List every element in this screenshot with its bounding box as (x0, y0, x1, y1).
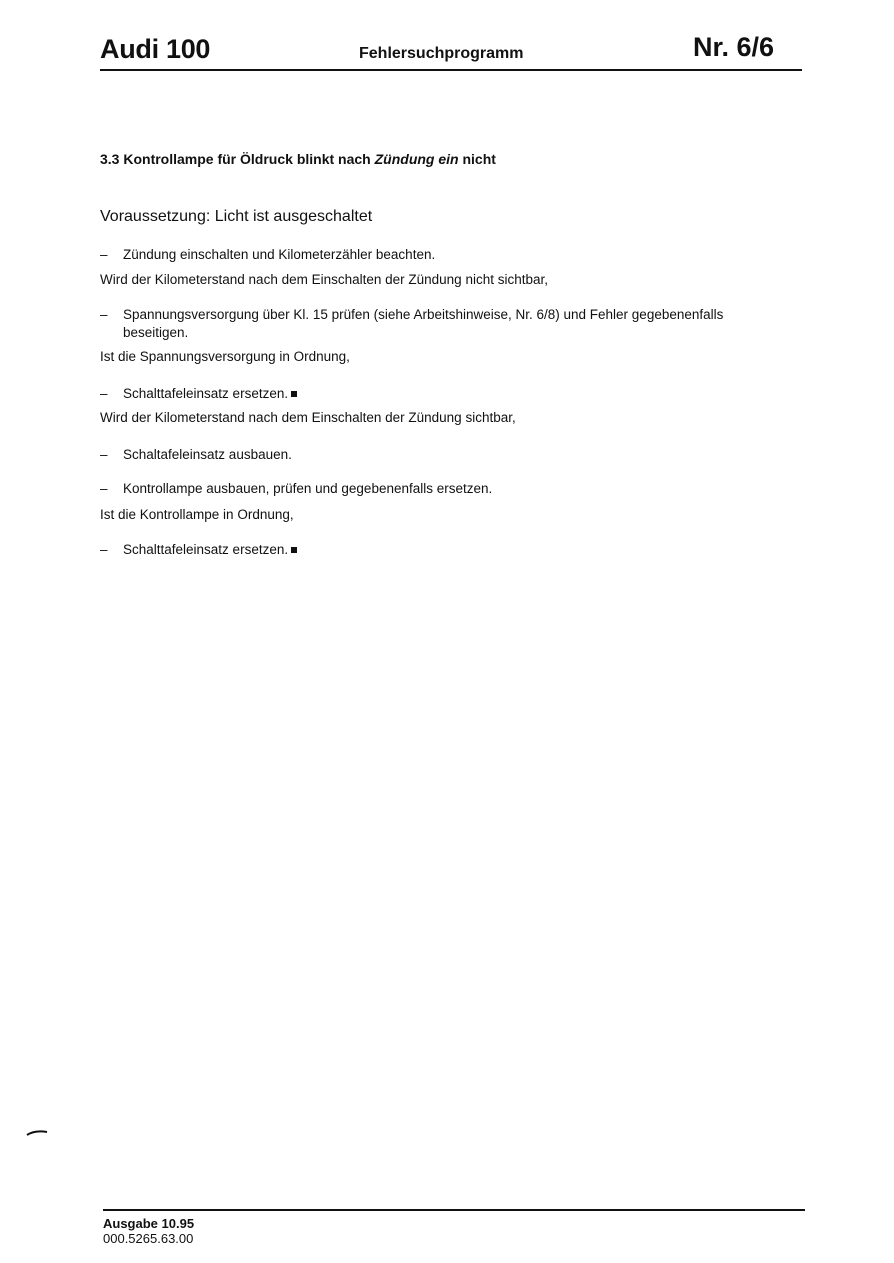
step-text: Spannungsversorgung über Kl. 15 prüfen (siehe Arbeitshinweise, Nr. 6/8) und Fehler gegebenenfalls beseitigen. (123, 307, 724, 340)
step-text: Zündung einschalten und Kilometerzähler beachten. (123, 247, 436, 262)
step-text: Kontrollampe ausbauen, prüfen und gegebenenfalls ersetzen. (123, 481, 493, 496)
step-dash: – (100, 247, 108, 262)
condition-text: Ist die Kontrollampe in Ordnung, (100, 507, 294, 522)
step-item (100, 246, 740, 264)
condition-text: Wird der Kilometerstand nach dem Einschalten der Zündung sichtbar, (100, 410, 516, 425)
step-dash: – (100, 307, 108, 322)
header-program-title: Fehlersuchprogramm (359, 45, 524, 62)
footer-part-number: 000.5265.63.00 (103, 1231, 194, 1246)
section-heading-tail: nicht (458, 151, 496, 167)
step-dash: – (100, 447, 108, 462)
step-dash: – (100, 386, 108, 401)
prerequisite-text: Voraussetzung: Licht ist ausgeschaltet (100, 208, 373, 225)
end-mark-icon (291, 391, 297, 397)
scan-mark-icon (26, 1130, 48, 1136)
footer-edition: Ausgabe 10.95 (103, 1216, 195, 1231)
condition-text: Wird der Kilometerstand nach dem Einschalten der Zündung nicht sichtbar, (100, 272, 548, 287)
step-text: Schalttafeleinsatz ersetzen. (123, 386, 289, 401)
step-text: Schaltafeleinsatz ausbauen. (123, 447, 292, 462)
header-model: Audi 100 (100, 34, 211, 64)
step-item (100, 385, 740, 403)
footer-divider (103, 1209, 805, 1211)
step-item (100, 446, 740, 464)
step-text: Schalttafeleinsatz ersetzen. (123, 542, 289, 557)
step-item (100, 306, 730, 342)
step-item (100, 480, 740, 498)
header-page-number: Nr. 6/6 (693, 32, 775, 62)
section-heading-text: 3.3 Kontrollampe für Öldruck blinkt nach (100, 151, 375, 167)
step-item (100, 541, 740, 559)
step-dash: – (100, 481, 108, 496)
header-divider (100, 69, 802, 71)
step-dash: – (100, 542, 108, 557)
condition-text: Ist die Spannungsversorgung in Ordnung, (100, 349, 350, 364)
section-heading (100, 151, 496, 167)
section-heading-emphasis: Zündung ein (374, 151, 459, 167)
end-mark-icon (291, 547, 297, 553)
